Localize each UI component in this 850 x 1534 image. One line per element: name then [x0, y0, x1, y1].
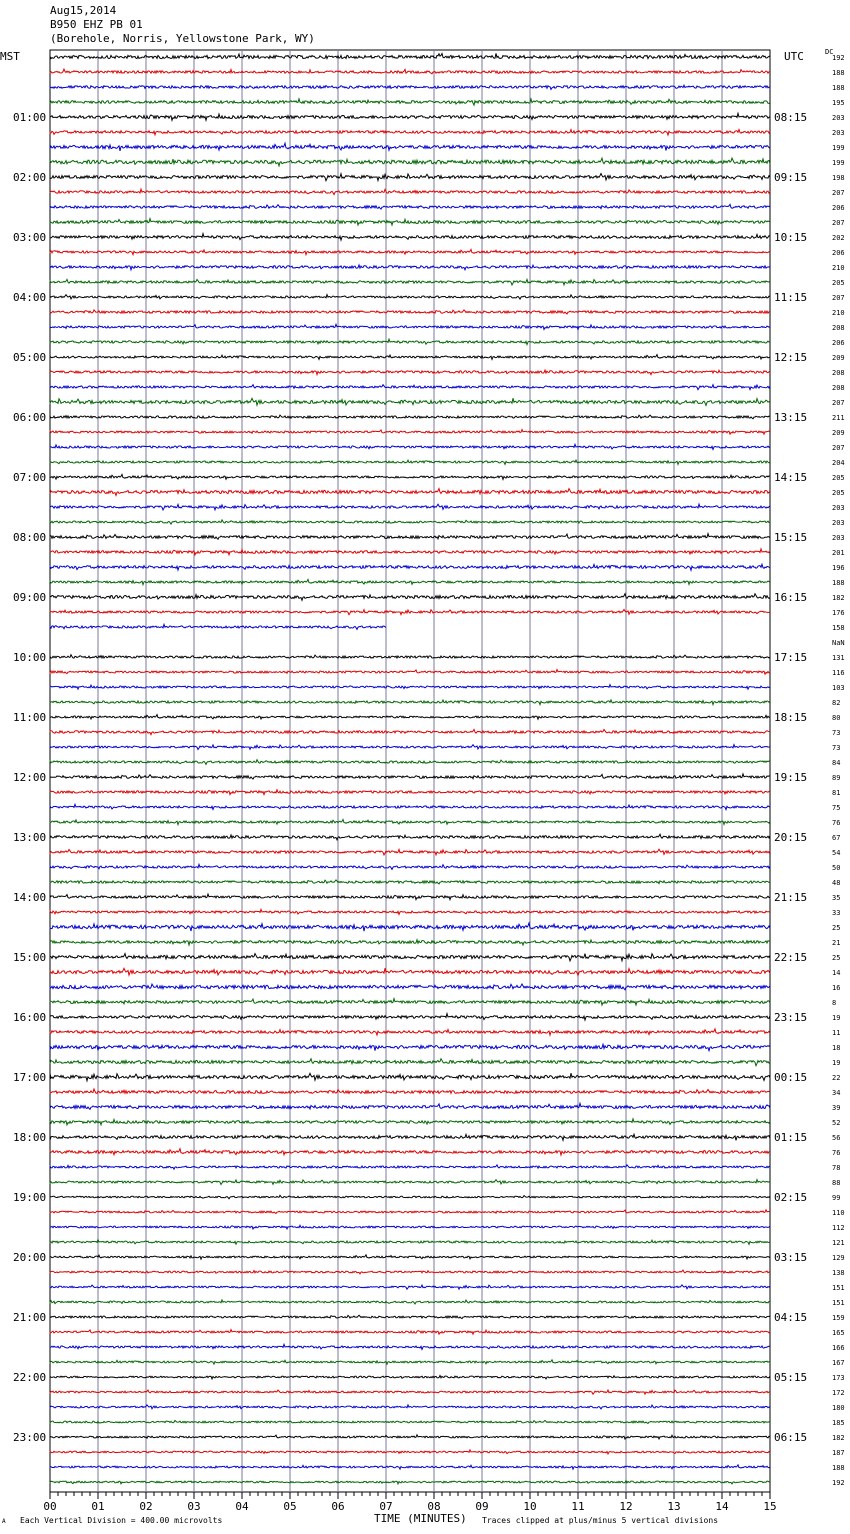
trace-line: [50, 670, 770, 675]
dc-offset-label: 129: [832, 1254, 845, 1262]
dc-offset-label: 208: [832, 324, 845, 332]
trace-line: [50, 1344, 770, 1349]
hour-label-right: 09:15: [774, 171, 808, 184]
dc-offset-label: 208: [832, 369, 845, 377]
dc-offset-label: 203: [832, 129, 845, 137]
trace-line: [50, 774, 770, 779]
trace-line: [50, 415, 770, 419]
x-tick-label: 04: [235, 1500, 249, 1513]
x-tick-label: 13: [667, 1500, 681, 1513]
trace-line: [50, 1420, 770, 1423]
trace-line: [50, 99, 770, 105]
trace-line: [50, 549, 770, 555]
trace-line: [50, 174, 770, 181]
trace-line: [50, 954, 770, 961]
hour-label-right: 17:15: [774, 651, 808, 664]
trace-line: [50, 923, 770, 931]
header-station: B950 EHZ PB 01: [50, 18, 143, 31]
dc-offset-label: 180: [832, 1404, 845, 1412]
hour-label-left: 08:00: [13, 531, 47, 544]
corner-mark: A: [2, 1518, 6, 1525]
trace-line: [50, 1044, 770, 1050]
dc-offset-label: 84: [832, 759, 841, 767]
trace-line: [50, 279, 770, 285]
dc-offset-label: 203: [832, 504, 845, 512]
dc-offset-label: 110: [832, 1209, 845, 1217]
dc-offset-label: 192: [832, 1479, 845, 1487]
dc-offset-label: 167: [832, 1359, 845, 1367]
vertical-division-note: Each Vertical Division = 400.00 microvolts: [20, 1516, 223, 1525]
dc-offset-label: 203: [832, 534, 845, 542]
trace-line: [50, 1149, 770, 1155]
dc-offset-label: 188: [832, 1464, 845, 1472]
trace-line: [50, 265, 770, 270]
hour-label-right: 06:15: [774, 1431, 808, 1444]
right-zone-label: UTC: [784, 50, 804, 63]
trace-line: [50, 1165, 770, 1169]
hour-label-left: 07:00: [13, 471, 47, 484]
trace-line: [50, 655, 770, 658]
trace-line: [50, 534, 770, 540]
trace-line: [50, 849, 770, 855]
dc-offset-label: 33: [832, 909, 841, 917]
dc-offset-label: 80: [832, 714, 841, 722]
dc-offset-label: 158: [832, 624, 845, 632]
dc-offset-label: 165: [832, 1329, 845, 1337]
hour-label-left: 05:00: [13, 351, 47, 364]
hour-label-right: 23:15: [774, 1011, 808, 1024]
dc-offset-label: 103: [832, 684, 845, 692]
dc-offset-label: 198: [832, 174, 845, 182]
trace-line: [50, 489, 770, 496]
trace-line: [50, 894, 770, 900]
dc-offset-label: 206: [832, 339, 845, 347]
x-tick-label: 00: [43, 1500, 57, 1513]
dc-offset-label: 73: [832, 744, 841, 752]
x-tick-label: 05: [283, 1500, 297, 1513]
trace-line: [50, 204, 770, 209]
trace-line: [50, 1405, 770, 1409]
hour-label-right: 15:15: [774, 531, 808, 544]
trace-line: [50, 1119, 770, 1125]
trace-line: [50, 1300, 770, 1304]
trace-line: [50, 355, 770, 360]
x-tick-label: 12: [619, 1500, 633, 1513]
dc-offset-label: 207: [832, 294, 845, 302]
trace-line: [50, 339, 770, 345]
trace-line: [50, 370, 770, 375]
hour-label-right: 14:15: [774, 471, 808, 484]
dc-offset-label: 112: [832, 1224, 845, 1232]
trace-line: [50, 69, 770, 74]
dc-offset-label: 206: [832, 249, 845, 257]
hour-label-left: 19:00: [13, 1191, 47, 1204]
dc-offset-label: 185: [832, 1419, 845, 1427]
trace-line: [50, 1073, 770, 1081]
hour-label-left: 11:00: [13, 711, 47, 724]
x-tick-label: 03: [187, 1500, 201, 1513]
hour-label-left: 04:00: [13, 291, 47, 304]
trace-line: [50, 1435, 770, 1439]
hour-label-left: 16:00: [13, 1011, 47, 1024]
dc-offset-label: NaN: [832, 639, 845, 647]
dc-offset-label: 205: [832, 279, 845, 287]
hour-label-left: 12:00: [13, 771, 47, 784]
dc-offset-label: 16: [832, 984, 841, 992]
dc-offset-label: 8: [832, 999, 837, 1007]
hour-label-right: 08:15: [774, 111, 808, 124]
dc-offset-label: 21: [832, 939, 841, 947]
dc-offset-label: 173: [832, 1374, 845, 1382]
trace-line: [50, 1059, 770, 1066]
trace-line: [50, 474, 770, 479]
trace-line: [50, 1240, 770, 1245]
dc-offset-label: 192: [832, 54, 845, 62]
dc-offset-label: 201: [832, 549, 845, 557]
dc-offset-label: 210: [832, 309, 845, 317]
hour-label-left: 01:00: [13, 111, 47, 124]
trace-line: [50, 1195, 770, 1198]
dc-offset-label: 67: [832, 834, 841, 842]
hour-label-left: 14:00: [13, 891, 47, 904]
dc-offset-label: 203: [832, 114, 845, 122]
hour-label-right: 03:15: [774, 1251, 808, 1264]
dc-offset-label: 82: [832, 699, 841, 707]
dc-offset-label: 211: [832, 414, 845, 422]
hour-label-left: 21:00: [13, 1311, 47, 1324]
hour-label-left: 22:00: [13, 1371, 47, 1384]
dc-offset-label: 209: [832, 354, 845, 362]
clip-note: Traces clipped at plus/minus 5 vertical divisions: [482, 1516, 719, 1525]
trace-line: [50, 1270, 770, 1274]
x-tick-label: 09: [475, 1500, 489, 1513]
dc-offset-label: 131: [832, 654, 845, 662]
dc-offset-label: 151: [832, 1299, 845, 1307]
dc-offset-label: 34: [832, 1089, 841, 1097]
hour-label-right: 01:15: [774, 1131, 808, 1144]
dc-offset-label: 205: [832, 474, 845, 482]
dc-offset-label: 151: [832, 1284, 845, 1292]
hour-label-right: 12:15: [774, 351, 808, 364]
trace-line: [50, 968, 770, 975]
trace-line: [50, 609, 770, 614]
dc-offset-label: 207: [832, 219, 845, 227]
dc-offset-label: 159: [832, 1314, 845, 1322]
x-tick-label: 11: [571, 1500, 585, 1513]
x-tick-label: 08: [427, 1500, 441, 1513]
trace-line: [50, 249, 770, 254]
trace-line: [50, 1481, 770, 1484]
dc-offset-label: 207: [832, 189, 845, 197]
trace-line: [50, 310, 770, 314]
trace-line: [50, 189, 770, 194]
hour-label-left: 15:00: [13, 951, 47, 964]
dc-offset-label: 76: [832, 819, 841, 827]
x-tick-label: 01: [91, 1500, 105, 1513]
dc-label: DC: [825, 48, 834, 56]
x-tick-label: 07: [379, 1500, 393, 1513]
dc-offset-label: 206: [832, 204, 845, 212]
dc-offset-label: 50: [832, 864, 841, 872]
trace-line: [50, 700, 770, 705]
trace-line: [50, 760, 770, 765]
trace-line: [50, 444, 770, 449]
trace-line: [50, 1330, 770, 1335]
trace-line: [50, 219, 770, 225]
trace-line: [50, 129, 770, 135]
trace-line: [50, 940, 770, 945]
hour-label-right: 18:15: [774, 711, 808, 724]
x-tick-label: 06: [331, 1500, 345, 1513]
dc-offset-label: 210: [832, 264, 845, 272]
trace-line: [50, 295, 770, 300]
header-date: Aug15,2014: [50, 4, 117, 17]
trace-line: [50, 804, 770, 809]
trace-line: [50, 1390, 770, 1394]
trace-line: [50, 685, 770, 690]
hour-label-left: 03:00: [13, 231, 47, 244]
trace-line: [50, 1180, 770, 1185]
dc-offset-label: 188: [832, 69, 845, 77]
trace-line: [50, 460, 770, 464]
dc-offset-label: 25: [832, 954, 841, 962]
dc-offset-label: 11: [832, 1029, 841, 1037]
dc-offset-label: 73: [832, 729, 841, 737]
dc-offset-label: 99: [832, 1194, 841, 1202]
dc-offset-label: 182: [832, 1434, 845, 1442]
hour-label-right: 19:15: [774, 771, 808, 784]
trace-line: [50, 564, 770, 570]
trace-line: [50, 819, 770, 824]
dc-offset-label: 204: [832, 459, 845, 467]
dc-offset-label: 199: [832, 144, 845, 152]
dc-offset-label: 75: [832, 804, 841, 812]
trace-line: [50, 430, 770, 435]
trace-line: [50, 1014, 770, 1020]
dc-offset-label: 172: [832, 1389, 845, 1397]
dc-offset-label: 116: [832, 669, 845, 677]
dc-offset-label: 121: [832, 1239, 845, 1247]
hour-label-right: 11:15: [774, 291, 808, 304]
hour-label-right: 16:15: [774, 591, 808, 604]
dc-offset-label: 205: [832, 489, 845, 497]
trace-line: [50, 520, 770, 524]
trace-line: [50, 1225, 770, 1229]
dc-offset-label: 39: [832, 1104, 841, 1112]
hour-label-left: 23:00: [13, 1431, 47, 1444]
hour-label-left: 17:00: [13, 1071, 47, 1084]
dc-offset-label: 35: [832, 894, 841, 902]
trace-line: [50, 53, 770, 58]
dc-offset-label: 209: [832, 429, 845, 437]
x-tick-label: 10: [523, 1500, 537, 1513]
trace-line: [50, 324, 770, 329]
x-tick-label: 14: [715, 1500, 729, 1513]
trace-line: [50, 984, 770, 990]
trace-line: [50, 1360, 770, 1364]
dc-offset-label: 207: [832, 444, 845, 452]
hour-label-left: 06:00: [13, 411, 47, 424]
dc-offset-label: 52: [832, 1119, 841, 1127]
dc-offset-label: 81: [832, 789, 841, 797]
trace-line: [50, 579, 770, 584]
hour-label-right: 05:15: [774, 1371, 808, 1384]
trace-line: [50, 834, 770, 840]
header-location: (Borehole, Norris, Yellowstone Park, WY): [50, 32, 315, 45]
hour-label-right: 04:15: [774, 1311, 808, 1324]
trace-line: [50, 1029, 770, 1035]
hour-label-left: 20:00: [13, 1251, 47, 1264]
hour-label-right: 21:15: [774, 891, 808, 904]
dc-offset-label: 18: [832, 1044, 841, 1052]
dc-offset-label: 187: [832, 1449, 845, 1457]
dc-offset-label: 48: [832, 879, 841, 887]
dc-offset-label: 199: [832, 159, 845, 167]
trace-line: [50, 85, 770, 89]
dc-offset-label: 188: [832, 579, 845, 587]
hour-label-right: 02:15: [774, 1191, 808, 1204]
trace-line: [50, 1450, 770, 1454]
trace-line: [50, 398, 770, 405]
trace-line: [50, 880, 770, 884]
dc-offset-label: 78: [832, 1164, 841, 1172]
trace-line: [50, 1315, 770, 1318]
dc-offset-label: 88: [832, 1179, 841, 1187]
dc-offset-label: 76: [832, 1149, 841, 1157]
trace-line: [50, 1376, 770, 1379]
dc-offset-label: 208: [832, 384, 845, 392]
trace-line: [50, 143, 770, 151]
trace-line: [50, 1285, 770, 1289]
trace-line: [50, 504, 770, 510]
dc-offset-label: 56: [832, 1134, 841, 1142]
trace-line: [50, 1134, 770, 1140]
trace-line: [50, 715, 770, 720]
x-tick-label: 15: [763, 1500, 777, 1513]
x-tick-label: 02: [139, 1500, 153, 1513]
hour-label-right: 10:15: [774, 231, 808, 244]
dc-offset-label: 202: [832, 234, 845, 242]
dc-offset-label: 195: [832, 99, 845, 107]
hour-label-left: 13:00: [13, 831, 47, 844]
hour-label-right: 00:15: [774, 1071, 808, 1084]
dc-offset-label: 22: [832, 1074, 841, 1082]
dc-offset-label: 138: [832, 1269, 845, 1277]
trace-line: [50, 1465, 770, 1469]
hour-label-left: 18:00: [13, 1131, 47, 1144]
hour-label-left: 10:00: [13, 651, 47, 664]
trace-line: [50, 158, 770, 166]
trace-line: [50, 594, 770, 600]
trace-line: [50, 1255, 770, 1259]
dc-offset-label: 182: [832, 594, 845, 602]
hour-label-right: 22:15: [774, 951, 808, 964]
hour-label-left: 02:00: [13, 171, 47, 184]
trace-line: [50, 864, 770, 869]
hour-label-right: 13:15: [774, 411, 808, 424]
left-zone-label: MST: [0, 50, 20, 63]
dc-offset-label: 207: [832, 399, 845, 407]
trace-line: [50, 1103, 770, 1109]
trace-line: [50, 234, 770, 240]
trace-line: [50, 999, 770, 1005]
trace-line: [50, 385, 770, 390]
dc-offset-label: 176: [832, 609, 845, 617]
hour-label-right: 20:15: [774, 831, 808, 844]
trace-line: [50, 909, 770, 914]
dc-offset-label: 54: [832, 849, 841, 857]
dc-offset-label: 19: [832, 1014, 841, 1022]
dc-offset-label: 19: [832, 1059, 841, 1067]
x-axis-label: TIME (MINUTES): [374, 1512, 467, 1525]
dc-offset-label: 89: [832, 774, 841, 782]
hour-label-left: 09:00: [13, 591, 47, 604]
trace-line: [50, 745, 770, 750]
trace-line: [50, 113, 770, 120]
trace-line: [50, 624, 386, 629]
trace-line: [50, 729, 770, 734]
dc-offset-label: 14: [832, 969, 841, 977]
trace-line: [50, 790, 770, 795]
dc-offset-label: 196: [832, 564, 845, 572]
dc-offset-label: 203: [832, 519, 845, 527]
dc-offset-label: 188: [832, 84, 845, 92]
dc-offset-label: 166: [832, 1344, 845, 1352]
dc-offset-label: 25: [832, 924, 841, 932]
trace-line: [50, 1089, 770, 1093]
trace-line: [50, 1210, 770, 1214]
